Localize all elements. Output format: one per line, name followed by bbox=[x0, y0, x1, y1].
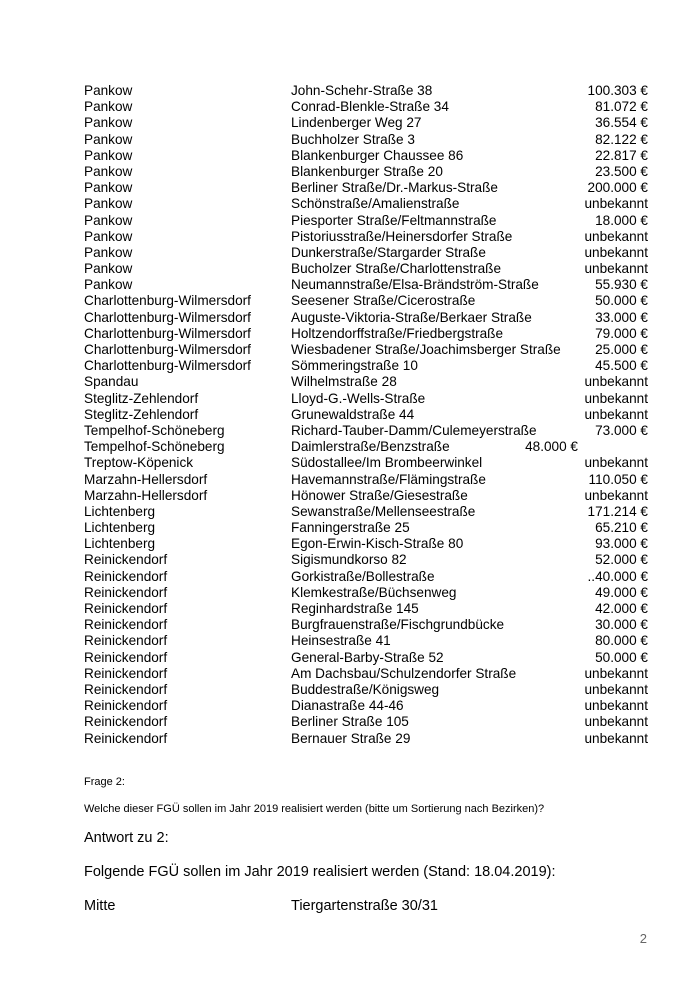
street-cell: Heinsestraße 41 bbox=[291, 633, 391, 649]
district-cell: Pankow bbox=[84, 261, 133, 277]
amount-cell: 52.000 € bbox=[595, 552, 648, 568]
district-cell: Pankow bbox=[84, 115, 133, 131]
amount-cell: 110.050 € bbox=[588, 471, 648, 487]
amount-cell: 45.500 € bbox=[595, 358, 648, 374]
street-cell: Seesener Straße/Cicerostraße bbox=[291, 293, 476, 309]
street-cell: Bucholzer Straße/Charlottenstraße bbox=[291, 261, 502, 277]
amount-cell: ..40.000 € bbox=[587, 568, 648, 584]
street-cell: Lindenberger Weg 27 bbox=[291, 115, 422, 131]
district-cell: Reinickendorf bbox=[84, 601, 168, 616]
district-cell: Tempelhof-Schöneberg bbox=[84, 439, 225, 455]
table-row bbox=[0, 148, 700, 164]
street-cell: Buddestraße/Königsweg bbox=[291, 681, 440, 697]
district-cell: Reinickendorf bbox=[84, 665, 168, 681]
street-cell: Pistoriusstraße/Heinersdorfer Straße bbox=[291, 228, 513, 244]
table-row bbox=[0, 650, 700, 666]
street-cell: Am Dachsbau/Schulzendorfer Straße bbox=[291, 665, 517, 681]
district-cell: Marzahn-Hellersdorf bbox=[84, 471, 208, 487]
table-row bbox=[0, 520, 700, 536]
district-cell: Reinickendorf bbox=[84, 633, 168, 649]
table-row bbox=[0, 439, 700, 455]
street-cell: Sewanstraße/Mellenseestraße bbox=[291, 503, 476, 519]
table-row bbox=[0, 423, 700, 439]
amount-cell: 80.000 € bbox=[595, 633, 648, 649]
district-cell: Pankow bbox=[84, 228, 133, 244]
table-row bbox=[0, 261, 700, 277]
amount-cell: unbekannt bbox=[584, 228, 648, 244]
street-cell: Dianastraße 44-46 bbox=[291, 698, 404, 714]
district-cell: Marzahn-Hellersdorf bbox=[84, 487, 208, 503]
street-cell: Wiesbadener Straße/Joachimsberger Straße bbox=[291, 342, 561, 357]
table-row bbox=[0, 326, 700, 342]
district-cell: Spandau bbox=[84, 374, 139, 390]
street-cell: Wilhelmstraße 28 bbox=[291, 374, 397, 390]
street-cell: John-Schehr-Straße 38 bbox=[291, 83, 433, 98]
table-row bbox=[0, 196, 700, 212]
street-cell: Havemannstraße/Flämingstraße bbox=[291, 471, 486, 487]
amount-cell: unbekannt bbox=[584, 244, 648, 260]
answer-text: Folgende FGÜ sollen im Jahr 2019 realisiert werden (Stand: 18.04.2019): bbox=[84, 864, 556, 880]
question-label: Frage 2: bbox=[84, 776, 125, 788]
table-row bbox=[0, 374, 700, 390]
amount-cell: 33.000 € bbox=[595, 309, 648, 325]
amount-cell: unbekannt bbox=[584, 196, 648, 212]
district-cell: Reinickendorf bbox=[84, 584, 168, 600]
table-row bbox=[0, 342, 700, 358]
table-row bbox=[0, 83, 700, 99]
district-cell: Charlottenburg-Wilmersdorf bbox=[84, 358, 251, 374]
street-cell: Piesporter Straße/Feltmannstraße bbox=[291, 212, 497, 228]
street-cell: Holtzendorffstraße/Friedbergstraße bbox=[291, 325, 504, 341]
district-cell: Lichtenberg bbox=[84, 503, 156, 519]
district-cell: Reinickendorf bbox=[84, 698, 168, 714]
street-cell: Südostallee/Im Brombeerwinkel bbox=[291, 455, 483, 471]
table-row bbox=[0, 617, 700, 633]
street-cell: Lloyd-G.-Wells-Straße bbox=[291, 390, 426, 406]
table-row bbox=[0, 229, 700, 245]
district-cell: Pankow bbox=[84, 99, 133, 115]
table-row bbox=[0, 569, 700, 585]
amount-cell: unbekannt bbox=[584, 714, 648, 730]
amount-cell: 18.000 € bbox=[595, 212, 648, 228]
street-cell: Buchholzer Straße 3 bbox=[291, 131, 415, 147]
amount-cell: unbekannt bbox=[584, 698, 648, 714]
answer-row-district: Mitte bbox=[84, 898, 116, 914]
fgue-table bbox=[0, 83, 700, 747]
street-cell: Bernauer Straße 29 bbox=[291, 730, 411, 746]
table-row bbox=[0, 585, 700, 601]
amount-cell: 200.000 € bbox=[587, 180, 648, 196]
amount-cell: 82.122 € bbox=[595, 131, 648, 147]
amount-cell: 171.214 € bbox=[587, 503, 648, 519]
district-cell: Reinickendorf bbox=[84, 649, 168, 665]
amount-cell: unbekannt bbox=[584, 261, 648, 277]
district-cell: Treptow-Köpenick bbox=[84, 455, 194, 471]
table-row bbox=[0, 99, 700, 115]
street-cell: Berliner Straße 105 bbox=[291, 714, 409, 730]
district-cell: Reinickendorf bbox=[84, 714, 168, 730]
table-row bbox=[0, 682, 700, 698]
table-row bbox=[0, 504, 700, 520]
amount-cell: 36.554 € bbox=[595, 115, 648, 131]
amount-cell: 48.000 € bbox=[525, 439, 578, 455]
amount-cell: 30.000 € bbox=[595, 617, 648, 633]
district-cell: Pankow bbox=[84, 212, 133, 228]
amount-cell: 23.500 € bbox=[595, 163, 648, 179]
table-row bbox=[0, 407, 700, 423]
table-row bbox=[0, 633, 700, 649]
table-row bbox=[0, 552, 700, 568]
district-cell: Charlottenburg-Wilmersdorf bbox=[84, 342, 251, 357]
district-cell: Pankow bbox=[84, 277, 133, 293]
page-number: 2 bbox=[639, 931, 647, 946]
street-cell: Daimlerstraße/Benzstraße bbox=[291, 439, 450, 455]
street-cell: Berliner Straße/Dr.-Markus-Straße bbox=[291, 180, 498, 196]
street-cell: Richard-Tauber-Damm/Culemeyerstraße bbox=[291, 422, 537, 438]
district-cell: Steglitz-Zehlendorf bbox=[84, 406, 199, 422]
street-cell: Sömmeringstraße 10 bbox=[291, 358, 418, 374]
amount-cell: 100.303 € bbox=[587, 83, 648, 98]
table-row bbox=[0, 132, 700, 148]
answer-label: Antwort zu 2: bbox=[84, 830, 169, 846]
amount-cell: unbekannt bbox=[584, 374, 648, 390]
table-row bbox=[0, 714, 700, 730]
table-row bbox=[0, 213, 700, 229]
table-row bbox=[0, 666, 700, 682]
street-cell: Klemkestraße/Büchsenweg bbox=[291, 584, 457, 600]
table-row bbox=[0, 455, 700, 471]
district-cell: Reinickendorf bbox=[84, 681, 168, 697]
street-cell: Reginhardstraße 145 bbox=[291, 601, 419, 616]
district-cell: Charlottenburg-Wilmersdorf bbox=[84, 325, 251, 341]
table-row bbox=[0, 391, 700, 407]
table-row bbox=[0, 115, 700, 131]
amount-cell: 22.817 € bbox=[595, 147, 648, 163]
district-cell: Reinickendorf bbox=[84, 552, 168, 568]
table-row bbox=[0, 180, 700, 196]
district-cell: Lichtenberg bbox=[84, 520, 156, 536]
amount-cell: unbekannt bbox=[584, 487, 648, 503]
street-cell: Gorkistraße/Bollestraße bbox=[291, 568, 435, 584]
street-cell: General-Barby-Straße 52 bbox=[291, 649, 444, 665]
amount-cell: 25.000 € bbox=[595, 342, 648, 357]
amount-cell: 49.000 € bbox=[595, 584, 648, 600]
street-cell: Hönower Straße/Giesestraße bbox=[291, 487, 468, 503]
amount-cell: 55.930 € bbox=[595, 277, 648, 293]
amount-cell: unbekannt bbox=[584, 406, 648, 422]
amount-cell: unbekannt bbox=[584, 681, 648, 697]
table-row bbox=[0, 164, 700, 180]
street-cell: Auguste-Viktoria-Straße/Berkaer Straße bbox=[291, 309, 532, 325]
table-row bbox=[0, 245, 700, 261]
table-row bbox=[0, 536, 700, 552]
district-cell: Pankow bbox=[84, 180, 133, 196]
district-cell: Tempelhof-Schöneberg bbox=[84, 422, 225, 438]
table-row bbox=[0, 310, 700, 326]
table-row bbox=[0, 698, 700, 714]
answer-row-street: Tiergartenstraße 30/31 bbox=[291, 898, 438, 914]
amount-cell: unbekannt bbox=[584, 730, 648, 746]
street-cell: Dunkerstraße/Stargarder Straße bbox=[291, 244, 486, 260]
district-cell: Charlottenburg-Wilmersdorf bbox=[84, 309, 251, 325]
amount-cell: 73.000 € bbox=[595, 422, 648, 438]
amount-cell: 79.000 € bbox=[595, 325, 648, 341]
street-cell: Sigismundkorso 82 bbox=[291, 552, 407, 568]
street-cell: Burgfrauenstraße/Fischgrundbücke bbox=[291, 617, 505, 633]
street-cell: Grunewaldstraße 44 bbox=[291, 406, 415, 422]
district-cell: Reinickendorf bbox=[84, 568, 168, 584]
street-cell: Fanningerstraße 25 bbox=[291, 520, 410, 536]
street-cell: Conrad-Blenkle-Straße 34 bbox=[291, 99, 449, 115]
table-row bbox=[0, 358, 700, 374]
district-cell: Pankow bbox=[84, 147, 133, 163]
district-cell: Pankow bbox=[84, 244, 133, 260]
amount-cell: unbekannt bbox=[584, 665, 648, 681]
amount-cell: unbekannt bbox=[584, 390, 648, 406]
district-cell: Pankow bbox=[84, 131, 133, 147]
street-cell: Neumannstraße/Elsa-Brändström-Straße bbox=[291, 277, 539, 293]
district-cell: Reinickendorf bbox=[84, 730, 168, 746]
amount-cell: 81.072 € bbox=[595, 99, 648, 115]
table-row bbox=[0, 472, 700, 488]
district-cell: Charlottenburg-Wilmersdorf bbox=[84, 293, 251, 309]
table-row bbox=[0, 731, 700, 747]
district-cell: Steglitz-Zehlendorf bbox=[84, 390, 199, 406]
district-cell: Pankow bbox=[84, 83, 133, 98]
amount-cell: 93.000 € bbox=[595, 536, 648, 552]
street-cell: Egon-Erwin-Kisch-Straße 80 bbox=[291, 536, 464, 552]
district-cell: Reinickendorf bbox=[84, 617, 168, 633]
district-cell: Lichtenberg bbox=[84, 536, 156, 552]
amount-cell: 50.000 € bbox=[595, 649, 648, 665]
question-text: Welche dieser FGÜ sollen im Jahr 2019 realisiert werden (bitte um Sortierung nach Bezirken)? bbox=[84, 803, 545, 815]
amount-cell: 42.000 € bbox=[595, 601, 648, 616]
amount-cell: 65.210 € bbox=[595, 520, 648, 536]
table-row bbox=[0, 277, 700, 293]
district-cell: Pankow bbox=[84, 163, 133, 179]
street-cell: Blankenburger Chaussee 86 bbox=[291, 147, 464, 163]
amount-cell: 50.000 € bbox=[595, 293, 648, 309]
street-cell: Blankenburger Straße 20 bbox=[291, 163, 443, 179]
table-row bbox=[0, 601, 700, 617]
table-row bbox=[0, 293, 700, 309]
table-row bbox=[0, 488, 700, 504]
street-cell: Schönstraße/Amalienstraße bbox=[291, 196, 460, 212]
district-cell: Pankow bbox=[84, 196, 133, 212]
amount-cell: unbekannt bbox=[584, 455, 648, 471]
